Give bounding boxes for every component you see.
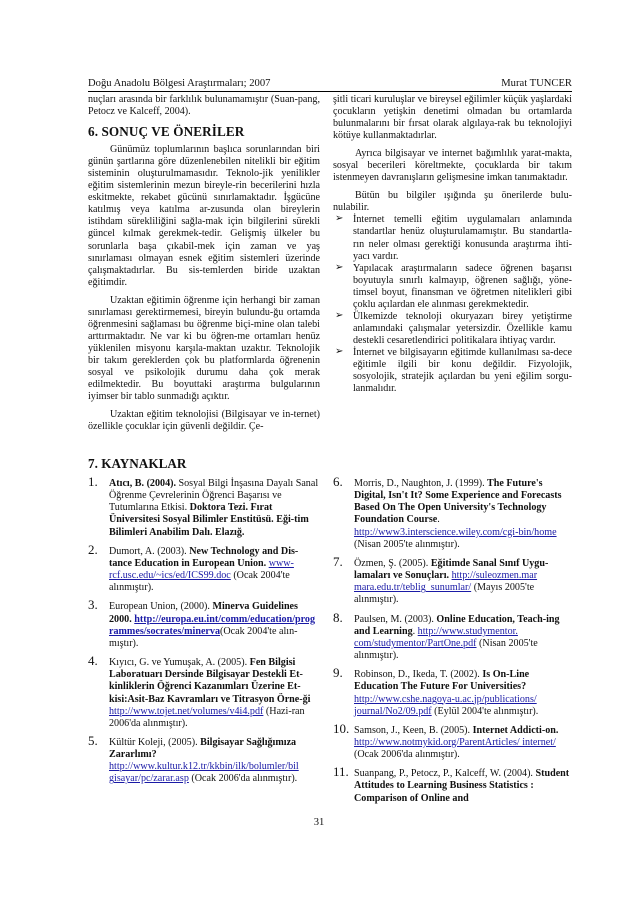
reference-title: Internet Addicti-on. <box>470 724 559 736</box>
reference-item: 2. Dumort, A. (2003). New Technology and Dis-tance Education in European Union. www-rcf.usc.edu/~ics/ed/ICS99.doc (Ocak 2004'te alınmıştır). <box>88 541 299 594</box>
arrow-bullet-icon: ➢ <box>335 213 344 225</box>
reference-number: 6. <box>333 474 343 489</box>
reference-number: 11. <box>333 764 349 780</box>
arrow-bullet-icon: ➢ <box>335 309 344 321</box>
left-column <box>88 94 320 433</box>
reference-item: 5. Kültür Koleji, (2005). Bilgisayar Sağlığımıza Zararlımı? http://www.kultur.k12.tr/kkbin/ilk/bolumler/bil gisayar/pc/zarar.asp (Ocak 2006'da alınmıştır). <box>88 732 299 785</box>
reference-authors: Morris, D., Naughton, J. (1999). <box>354 478 485 489</box>
reference-number: 5. <box>88 732 98 748</box>
list-item: ➢ Yapılacak araştırmaların sadece öğrenen başarısı boyutuyla sınırlı kalmayıp, öğrenen sağlığı, yöne-timsel boyut, finansman ve öğretmen nitelikleri gibi çoklu açılardan ele alınması gerekmektedir. <box>335 261 572 310</box>
reference-authors: Kıyıcı, G. ve Yumuşak, A. (2005). <box>109 657 248 669</box>
reference-link[interactable]: http://www.notmykid.org/ParentArticles/ internet/ <box>354 736 556 748</box>
reference-title: Bilgisayar Sağlığımıza Zararlımı? <box>109 736 297 761</box>
arrow-bullet-icon: ➢ <box>335 345 344 357</box>
reference-venue: Doktora Tezi. Fırat Üniversitesi Sosyal Bilimler Enstitüsü. Eği-tim Bilimleri Anabilim Dalı. Elazığ. <box>109 502 309 538</box>
reference-title: The Future's Digital, Isn't It? Some Experience and Forecasts Based On The Open University's Technology Foundation Course <box>354 478 562 526</box>
reference-link[interactable]: www-rcf.usc.edu/~ics/ed/ICS99.doc <box>109 557 294 582</box>
list-item: ➢ İnternet temelli eğitim uygulamaları anlamında standartlar henüz oluşturulamamıştır. Bu standartla-rın neler olması gerektiği konusunda araştırma ihti-yacı vardır. <box>335 213 572 262</box>
reference-authors: Kültür Koleji, (2005). <box>109 736 198 748</box>
reference-number: 8. <box>333 609 343 625</box>
arrow-bullet-icon: ➢ <box>335 261 344 273</box>
reference-title: New Technology and Dis-tance Education in European Union. <box>109 545 299 569</box>
reference-item: 3. European Union, (2000). Minerva Guidelines 2000. http://europa.eu.int/comm/education/prog rammes/socrates/minerva(Ocak 2004'te alın-mıştır). <box>88 597 316 649</box>
reference-link[interactable]: http://suleozmen.mar mara.edu.tr/teblig_sunumlar/ <box>354 570 538 594</box>
reference-item: 1. Atıcı, B. (2004). Sosyal Bilgi İnşasına Dayalı Sanal Öğrenme Çevrelerinin Öğrenci Başarısı ve Tutumlarına Etkisi. Doktora Tezi. Fırat Üniversitesi Sosyal Bilimler Enstitüsü. Eği-tim Bilimleri Anabilim Dalı. Elazığ. <box>88 474 319 538</box>
reference-title: Is On-Line Education The Future For Universities? <box>354 669 530 693</box>
recommendations-list <box>333 214 572 395</box>
reference-authors: Samson, J., Keen, B. (2005). <box>354 724 471 736</box>
reference-link[interactable]: http://www.studymentor. com/studymentor/PartOne.pdf <box>354 625 518 649</box>
paragraph: Günümüz toplumlarının başlıca sorunlarından biri günün şartlarına göre düzenlenebilen nitelikli bir eğitim sisteminin oluşturulmamasıdır. Teknolo-jik yenilikler eğitim sistemlerinin mezun bireyle-rin becerilerini hızla eskitmekte, rekabet gücünü sınırlamaktadır. İşgücüne katılmış veya katılma ar-zusunda olan bireylerin istihdam sürekliliğini sağla-mak için bilgilerini sürekli güncel kılmak gerekmek-tedir. Gelişmiş ülkeler bu sorunlarla başa çıkabil-mek için zaman ve yaş sınırlaması olmayan esnek eğitim sistemleri üzerinde çalışmaktadırlar. Bu sis-temlerden biride uzaktan eğitimdir. <box>88 144 320 288</box>
reference-link[interactable]: http://www.tojet.net/volumes/v4i4.pdf <box>109 705 264 717</box>
paragraph-continuation: nuçları arasında bir farklılık bulunamamıştır (Suan-pang, Petocz ve Kalceff, 2004). <box>88 94 320 118</box>
reference-authors: Suanpang, P., Petocz, P., Kalceff, W. (2004). <box>354 768 533 780</box>
reference-title: Fen Bilgisi Laboratuarı Dersinde Bilgisayar Destekli Et-kinliklerin Öğrenci Kazanımları Üzerine Et-kisi:Asit-Baz Kavramları ve Titrasyon Örne-ği <box>109 657 311 705</box>
reference-item <box>333 764 572 804</box>
reference-link[interactable]: http://europa.eu.int/comm/education/prog rammes/socrates/minerva <box>109 613 316 637</box>
reference-authors: Robinson, D., Ikeda, T. (2002). <box>354 669 480 681</box>
reference-item: 7. Özmen, Ş. (2005). Eğitimde Sanal Sınıf Uygu-lamaları ve Sonuçları. http://suleozmen.mar mara.edu.tr/teblig_sunumlar/ (Mayıs 2005'te alınmıştır). <box>333 553 549 606</box>
reference-authors: Özmen, Ş. (2005). <box>354 557 429 569</box>
running-header <box>88 78 572 92</box>
reference-item: 9. Robinson, D., Ikeda, T. (2002). Is On-Line Education The Future For Universities? http://www.cshe.nagoya-u.ac.jp/publications/ journal/No2/09.pdf (Eylül 2004'te alınmıştır). <box>333 665 539 717</box>
references-left <box>88 474 320 793</box>
reference-number: 4. <box>88 653 98 669</box>
reference-authors: European Union, (2000). <box>109 601 210 613</box>
paragraph: Uzaktan eğitim teknolojisi (Bilgisayar ve in-ternet) özellikle çocuklar için güvenli değildir. Çe- <box>88 409 320 433</box>
reference-title: Eğitimde Sanal Sınıf Uygu-lamaları ve Sonuçları. <box>354 557 549 582</box>
author-name: Murat TUNCER <box>501 78 572 89</box>
references-right <box>333 474 572 812</box>
reference-item: 8. Paulsen, M. (2003). Online Education, Teach-ing and Learning. http://www.studymentor. com/studymentor/PartOne.pdf (Nisan 2005'te alınmıştır). <box>333 609 560 662</box>
reference-number: 9. <box>333 665 343 681</box>
reference-link[interactable]: http://www3.interscience.wiley.com/cgi-bin/home <box>354 526 557 538</box>
reference-number: 3. <box>88 597 98 613</box>
list-item: ➢ İnternet ve bilgisayarın eğitimde kullanılması sa-dece eğitimle ilgili bir konu değildir. Fizyolojik, sosyolojik, stratejik açılardan bu yeni eğilim sorgu-lanmalıdır. <box>335 345 572 395</box>
reference-link[interactable]: http://www.kultur.k12.tr/kkbin/ilk/bolumler/bil gisayar/pc/zarar.asp <box>109 761 299 785</box>
reference-title: Minerva Guidelines 2000. <box>109 601 298 625</box>
paragraph-continuation: şitli ticari kuruluşlar ve bireysel eğilimler küçük yaşlardaki çocukların yetişkin denetimi olmadan bu ortamlarda bulunmalarını bir fırsat olarak algılaya-rak bu teknolojiyi kötüye kullanmaktadırlar. <box>333 94 572 142</box>
reference-item: 6. Morris, D., Naughton, J. (1999). The Future's Digital, Isn't It? Some Experience and Forecasts Based On The Open University's Technology Foundation Course. http://www3.interscience.wiley.com/cgi-bin/home (Nisan 2005'te alınmıştır). <box>333 474 562 550</box>
reference-number: 10. <box>333 720 350 736</box>
reference-title: Online Education, Teach-ing and Learning <box>354 613 560 637</box>
reference-item: 4. Kıyıcı, G. ve Yumuşak, A. (2005). Fen Bilgisi Laboratuarı Dersinde Bilgisayar Destekli Et-kinliklerin Öğrenci Kazanımları Üzerine Et-kisi:Asit-Baz Kavramları ve Titrasyon Örne-ği http://www.tojet.net/volumes/v4i4.pdf (Hazi-ran 2006'da alınmıştır). <box>88 653 311 729</box>
reference-authors: Atıcı, B. (2004). <box>109 478 176 489</box>
reference-number: 1. <box>88 474 98 489</box>
section-heading-conclusions: 6. SONUÇ VE ÖNERİLER <box>88 124 245 140</box>
reference-title: Student Attitudes to Learning Business Statistics : Comparison of Online and <box>354 768 570 804</box>
reference-number: 2. <box>88 541 98 557</box>
paragraph: Ayrıca bilgisayar ve internet bağımlılık yarat-makta, sosyal becerileri köreltmekte, çocuklarda bir takım istenmeyen davranışların gelişmesine imkan tanımaktadır. <box>333 148 572 184</box>
paragraph: Bütün bu bilgiler ışığında şu önerilerde bulu-nulabilir. <box>333 190 572 214</box>
paragraph: Uzaktan eğitimin öğrenme için herhangi bir zaman sınırlaması gerektirmemesi, bireyin bulundu-ğu ortamda öğrenmesini sağlaması bu öğrenme biçi-mine olan talebi arttırmaktadır. Ne var ki bu öğren-me ortamları henüz yüklenilen misyonu karşıla-maktan uzaktır. Teknolojik bir takım gereklerden çok bu platformlarda öğrenenin sosyal ve psikolojik durumu daha çok merak edilmektedir. Bu boyuttaki araştırma bulgularının iyimser bir tablo sunmadığı açıktır. <box>88 294 320 403</box>
list-item: ➢ Ülkemizde teknoloji okuryazarı birey yetiştirme anlamındaki çalışmalar yetersizdir. Özellikle kamu destekli cesaretlendirici politikalara ihtiyaç vardır. <box>335 309 572 346</box>
section-heading-references: 7. KAYNAKLAR <box>88 456 187 471</box>
reference-authors: Dumort, A. (2003). <box>109 545 187 557</box>
page-number: 31 <box>313 817 325 828</box>
right-column <box>333 94 572 395</box>
reference-authors: Paulsen, M. (2003). <box>354 613 434 625</box>
reference-item: 10. Samson, J., Keen, B. (2005). Internet Addicti-on. http://www.notmykid.org/ParentArticles/ internet/ (Ocak 2006'da alınmıştır). <box>333 720 559 761</box>
reference-link[interactable]: http://www.cshe.nagoya-u.ac.jp/publications/ journal/No2/09.pdf <box>354 693 537 717</box>
reference-number: 7. <box>333 553 343 569</box>
journal-title: Doğu Anadolu Bölgesi Araştırmaları; 2007 <box>88 78 271 89</box>
